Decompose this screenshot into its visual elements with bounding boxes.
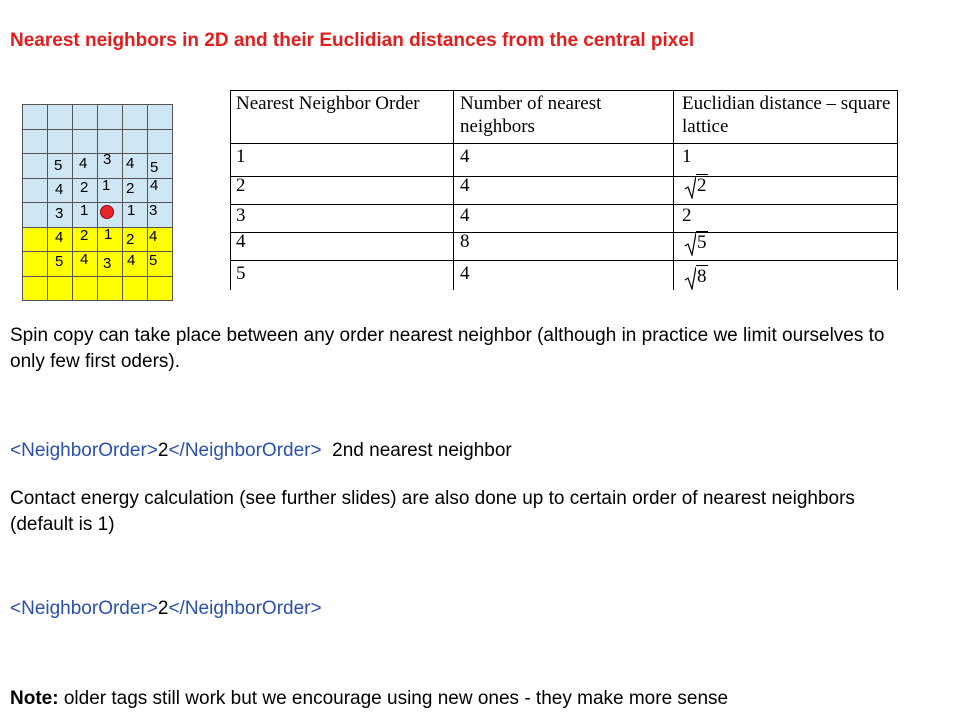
grid-cell [123, 130, 148, 155]
contact-energy-paragraph: Contact energy calculation (see further slides) are also done up to certain order of nearest neighbors (default is 1) [10, 488, 855, 535]
tag-open: <NeighborOrder> [10, 440, 158, 461]
table-cell [684, 231, 708, 256]
grid-cell [23, 203, 48, 228]
table-cell: 5 [236, 263, 246, 284]
neighbor-table [230, 90, 898, 290]
tag-value: 2 [157, 440, 169, 461]
grid-cell [123, 105, 148, 130]
table-cell: 4 [236, 231, 246, 252]
table-header: Euclidian distance – square lattice [682, 93, 891, 137]
central-pixel-dot [100, 205, 114, 219]
note-text: older tags still work but we encourage using new ones - they make more sense [58, 688, 729, 709]
grid-cell [148, 277, 173, 302]
grid-label: 4 [55, 181, 64, 198]
sqrt-radicand: 8 [697, 266, 707, 287]
table-header: Nearest Neighbor Order [236, 93, 420, 114]
note-line [10, 686, 728, 712]
sqrt-icon [684, 175, 696, 199]
grid-label: 4 [55, 229, 64, 246]
grid-cell [48, 105, 73, 130]
neighbor-order-tag-line-2 [10, 596, 322, 622]
grid-cell [23, 252, 48, 277]
grid-label: 5 [150, 159, 159, 176]
grid-cell [23, 228, 48, 253]
tag-open: <NeighborOrder> [10, 598, 158, 619]
tag-value: 2 [157, 598, 169, 619]
grid-cell [98, 277, 123, 302]
grid-label: 2 [80, 179, 89, 196]
table-cell: 3 [236, 205, 246, 226]
grid-cell [73, 130, 98, 155]
grid-label: 3 [103, 151, 112, 168]
grid-label: 4 [80, 251, 89, 268]
spin-copy-paragraph: Spin copy can take place between any order nearest neighbor (although in practice we limit ourselves to only few first oders). [10, 325, 885, 372]
table-cell: 2 [236, 175, 246, 196]
grid-label: 1 [80, 202, 89, 219]
grid-cell [23, 179, 48, 204]
table-cell: 4 [460, 175, 470, 196]
grid-label: 4 [127, 252, 136, 269]
grid-cell [148, 105, 173, 130]
sqrt-radicand: 5 [697, 232, 707, 253]
tag-close: </NeighborOrder> [168, 440, 322, 461]
grid-label: 2 [126, 180, 135, 197]
grid-label: 1 [102, 177, 111, 194]
slide-title: Nearest neighbors in 2D and their Euclidian distances from the central pixel [10, 30, 695, 51]
table-cell [684, 265, 708, 290]
grid-label: 4 [79, 155, 88, 172]
grid-cell [23, 277, 48, 302]
tag-comment: 2nd nearest neighbor [321, 440, 512, 461]
sqrt-icon [684, 266, 696, 290]
table-cell: 1 [682, 146, 692, 167]
grid-cell [148, 130, 173, 155]
grid-label: 1 [127, 202, 136, 219]
table-header: Number of nearest neighbors [460, 93, 602, 137]
grid-label: 4 [150, 177, 159, 194]
grid-label: 5 [149, 252, 158, 269]
grid-label: 4 [126, 155, 135, 172]
tag-close: </NeighborOrder> [168, 598, 322, 619]
grid-cell [23, 154, 48, 179]
grid-label: 3 [55, 205, 64, 222]
grid-label: 2 [126, 231, 135, 248]
grid-label: 3 [103, 255, 112, 272]
grid-cell [73, 105, 98, 130]
table-cell: 4 [460, 205, 470, 226]
grid-cell [48, 277, 73, 302]
sqrt-icon [684, 232, 696, 256]
table-cell: 2 [682, 205, 692, 226]
grid-label: 5 [54, 157, 63, 174]
table-cell [684, 174, 708, 199]
grid-label: 4 [149, 228, 158, 245]
grid-cell [123, 277, 148, 302]
grid-label: 2 [80, 227, 89, 244]
grid-cell [98, 105, 123, 130]
grid-cell [73, 277, 98, 302]
neighbor-order-tag-line [10, 438, 512, 464]
grid-cell [23, 105, 48, 130]
table-cell: 4 [460, 146, 470, 167]
sqrt-radicand: 2 [697, 175, 707, 196]
table-cell: 8 [460, 231, 470, 252]
table-cell: 4 [460, 263, 470, 284]
grid-cell [48, 130, 73, 155]
grid-label: 1 [104, 226, 113, 243]
grid-label: 3 [149, 202, 158, 219]
grid-label: 5 [55, 253, 64, 270]
note-label: Note: [10, 688, 59, 709]
grid-cell [23, 130, 48, 155]
table-cell: 1 [236, 146, 246, 167]
